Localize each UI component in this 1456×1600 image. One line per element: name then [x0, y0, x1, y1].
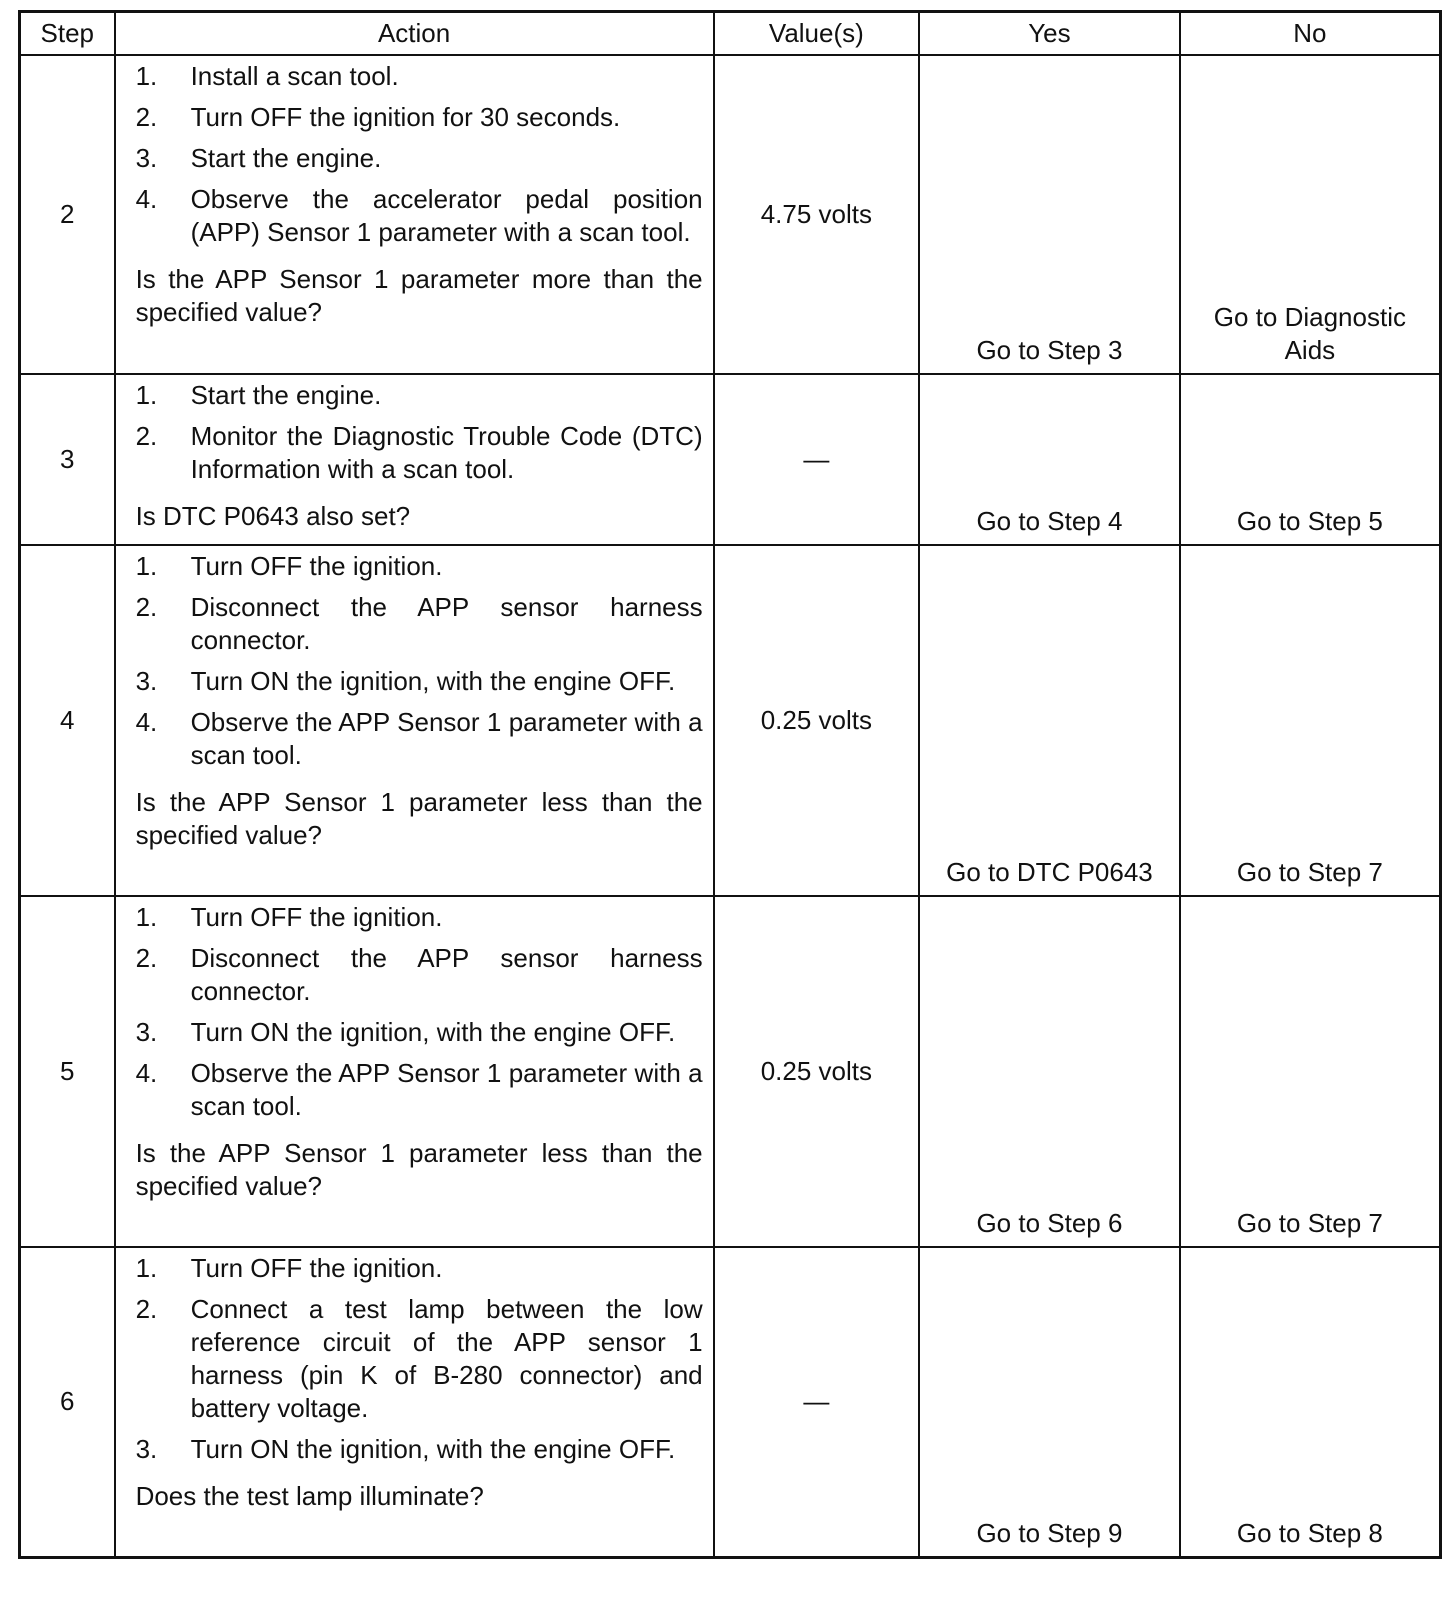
step-number: 3 [20, 374, 115, 545]
list-item: 2. Disconnect the APP sensor harness connector. [135, 943, 703, 1006]
no-cell: Go to Step 7 [1180, 896, 1441, 1247]
diagnostic-table [18, 10, 1442, 1559]
header-step: Step [20, 12, 115, 56]
action-text: Observe the APP Sensor 1 parameter with a scan tool. [190, 1058, 703, 1121]
action-text: Turn ON the ignition, with the engine OFF. [190, 666, 676, 696]
action-text: Install a scan tool. [190, 61, 399, 91]
header-no: No [1180, 12, 1441, 56]
action-text: Connect a test lamp between the low reference circuit of the APP sensor 1 harness (pin K of B-280 connector) and battery voltage. [190, 1294, 703, 1423]
list-item: 4. Observe the APP Sensor 1 parameter with a scan tool. [135, 707, 703, 770]
action-text: Start the engine. [190, 143, 382, 173]
list-item: 2. Turn OFF the ignition for 30 seconds. [136, 101, 703, 134]
question-text: Does the test lamp illuminate? [135, 1481, 484, 1511]
value-cell: 0.25 volts [714, 896, 919, 1247]
question-text: Is the APP Sensor 1 parameter less than the specified value? [135, 787, 703, 850]
table-row [20, 374, 1441, 545]
value-cell: 0.25 volts [714, 545, 919, 896]
header-values: Value(s) [714, 12, 919, 56]
action-list [136, 60, 703, 249]
action-cell [115, 374, 714, 545]
action-cell [115, 55, 714, 374]
step-number: 2 [20, 55, 115, 374]
question-text: Is the APP Sensor 1 parameter less than the specified value? [135, 1138, 703, 1201]
action-list [136, 1252, 703, 1466]
list-item: 2. Monitor the Diagnostic Trouble Code (DTC) Information with a scan tool. [135, 421, 703, 484]
no-cell: Go to Step 5 [1180, 374, 1441, 545]
no-cell: Go to Step 7 [1180, 545, 1441, 896]
yes-cell: Go to Step 4 [919, 374, 1180, 545]
table-row [20, 896, 1441, 1247]
yes-cell: Go to DTC P0643 [919, 545, 1180, 896]
list-item: 1. Start the engine. [136, 379, 703, 412]
step-number: 4 [20, 545, 115, 896]
action-list [136, 379, 703, 486]
list-item: 4. Observe the accelerator pedal position (APP) Sensor 1 parameter with a scan tool. [135, 184, 703, 247]
no-text: Go to Diagnostic Aids [1213, 302, 1406, 365]
value-cell: — [714, 1247, 919, 1557]
header-action: Action [115, 12, 714, 56]
list-item: 2. Connect a test lamp between the low reference circuit of the APP sensor 1 harness (pin K of B-280 connector) and battery voltage. [135, 1294, 703, 1423]
list-item: 3. Start the engine. [136, 142, 703, 175]
list-item: 1. Turn OFF the ignition. [136, 901, 703, 934]
list-item: 3. Turn ON the ignition, with the engine OFF. [136, 1016, 703, 1049]
action-text: Turn ON the ignition, with the engine OFF. [190, 1017, 676, 1047]
list-item: 2. Disconnect the APP sensor harness connector. [135, 592, 703, 655]
action-text: Observe the APP Sensor 1 parameter with a scan tool. [190, 707, 703, 770]
action-cell [115, 1247, 714, 1557]
value-cell: — [714, 374, 919, 545]
list-item: 1. Install a scan tool. [136, 60, 703, 93]
value-cell: 4.75 volts [714, 55, 919, 374]
list-item: 4. Observe the APP Sensor 1 parameter with a scan tool. [135, 1058, 703, 1121]
action-text: Disconnect the APP sensor harness connector. [190, 592, 703, 655]
header-row [20, 12, 1441, 56]
no-cell [1180, 55, 1441, 374]
action-list [136, 550, 703, 772]
action-text: Start the engine. [190, 380, 382, 410]
action-text: Turn OFF the ignition. [190, 551, 443, 581]
list-item: 3. Turn ON the ignition, with the engine OFF. [136, 1433, 703, 1466]
list-item: 1. Turn OFF the ignition. [136, 550, 703, 583]
list-item: 1. Turn OFF the ignition. [136, 1252, 703, 1285]
header-yes: Yes [919, 12, 1180, 56]
action-text: Turn OFF the ignition. [190, 1253, 443, 1283]
question-text: Is the APP Sensor 1 parameter more than the specified value? [135, 264, 703, 327]
yes-cell: Go to Step 9 [919, 1247, 1180, 1557]
table-row [20, 55, 1441, 374]
action-text: Monitor the Diagnostic Trouble Code (DTC) Information with a scan tool. [190, 421, 703, 484]
table-row [20, 545, 1441, 896]
action-cell [115, 896, 714, 1247]
action-list [136, 901, 703, 1123]
question-text: Is DTC P0643 also set? [135, 501, 411, 531]
step-number: 6 [20, 1247, 115, 1557]
action-text: Turn ON the ignition, with the engine OFF. [190, 1434, 676, 1464]
table-row [20, 1247, 1441, 1557]
action-text: Turn OFF the ignition. [190, 902, 443, 932]
action-text: Turn OFF the ignition for 30 seconds. [190, 102, 621, 132]
no-cell: Go to Step 8 [1180, 1247, 1441, 1557]
list-item: 3. Turn ON the ignition, with the engine OFF. [136, 665, 703, 698]
step-number: 5 [20, 896, 115, 1247]
yes-cell: Go to Step 6 [919, 896, 1180, 1247]
action-text: Observe the accelerator pedal position (APP) Sensor 1 parameter with a scan tool. [190, 184, 703, 247]
yes-cell: Go to Step 3 [919, 55, 1180, 374]
action-cell [115, 545, 714, 896]
action-text: Disconnect the APP sensor harness connector. [190, 943, 703, 1006]
